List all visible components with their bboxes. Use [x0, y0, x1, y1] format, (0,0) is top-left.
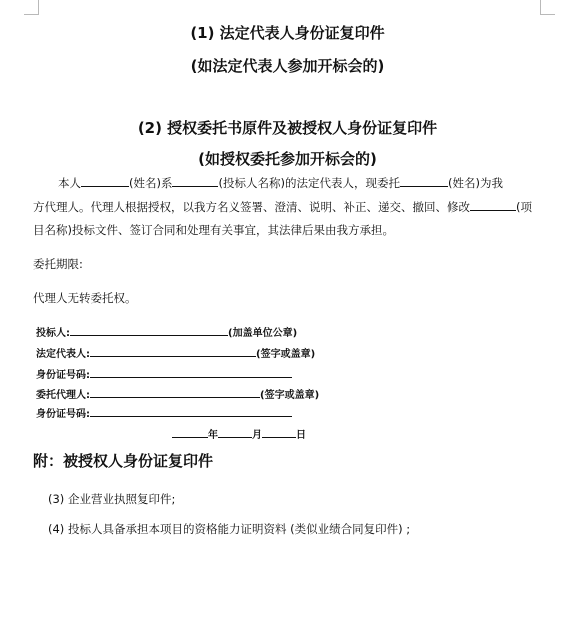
blank-line [90, 345, 256, 357]
text-segment: (投标人名称)的法定代表人，现委托 [218, 176, 400, 190]
text-segment: (姓名)为我 [447, 176, 503, 190]
field-label: 投标人: [36, 328, 70, 339]
field-label: 法定代表人: [36, 349, 90, 360]
date-month: 月 [252, 430, 262, 441]
text-segment: (项 [516, 200, 532, 214]
text-segment: 本人 [58, 176, 81, 190]
annex-heading: 附：被授权人身份证复印件 [33, 452, 214, 470]
field-note: (签字或盖章) [260, 390, 320, 401]
text-segment: (姓名)系 [129, 176, 173, 190]
signature-row-id2 [36, 405, 292, 420]
blank-line [470, 199, 516, 211]
field-label: 身份证号码: [36, 370, 90, 381]
date-year: 年 [208, 430, 218, 441]
heading-legal-rep-note: (如法定代表人参加开标会的) [190, 57, 385, 75]
margin-corner-mark [540, 0, 555, 15]
field-note: (加盖单位公章) [228, 328, 298, 339]
blank-line [400, 175, 448, 187]
blank-line [90, 366, 292, 378]
blank-line [262, 426, 296, 438]
no-sub-delegation: 代理人无转委托权。 [33, 291, 137, 305]
signature-row-agent [36, 386, 319, 401]
margin-corner-mark [24, 0, 39, 15]
blank-line [90, 405, 292, 417]
signature-row-id1 [36, 366, 292, 381]
signature-row-bidder [36, 324, 297, 339]
blank-line [81, 175, 129, 187]
date-day: 日 [296, 430, 306, 441]
heading-legal-rep-id: (1) 法定代表人身份证复印件 [190, 24, 385, 42]
blank-line [70, 324, 228, 336]
field-note: (签字或盖章) [256, 349, 316, 360]
authorization-paragraph-line2 [33, 199, 532, 215]
blank-line [90, 386, 260, 398]
blank-line [218, 426, 252, 438]
blank-line [172, 175, 218, 187]
list-item-qualification: (4) 投标人具备承担本项目的资格能力证明资料 (类似业绩合同复印件) ; [48, 522, 411, 536]
heading-authorization: (2) 授权委托书原件及被授权人身份证复印件 [137, 119, 438, 137]
signature-date [172, 426, 306, 441]
field-label: 委托代理人: [36, 390, 90, 401]
blank-line [172, 426, 208, 438]
signature-row-legal-rep [36, 345, 315, 360]
term-label: 委托期限: [33, 257, 83, 271]
field-label: 身份证号码: [36, 409, 90, 420]
heading-authorization-note: (如授权委托参加开标会的) [198, 150, 377, 168]
text-segment: 方代理人。代理人根据授权，以我方名义签署、澄清、说明、补正、递交、撤回、修改 [33, 200, 470, 214]
authorization-paragraph-line1 [58, 175, 503, 191]
list-item-business-license: (3) 企业营业执照复印件; [48, 492, 176, 506]
authorization-paragraph-line3: 目名称)投标文件、签订合同和处理有关事宜，其法律后果由我方承担。 [33, 223, 394, 237]
